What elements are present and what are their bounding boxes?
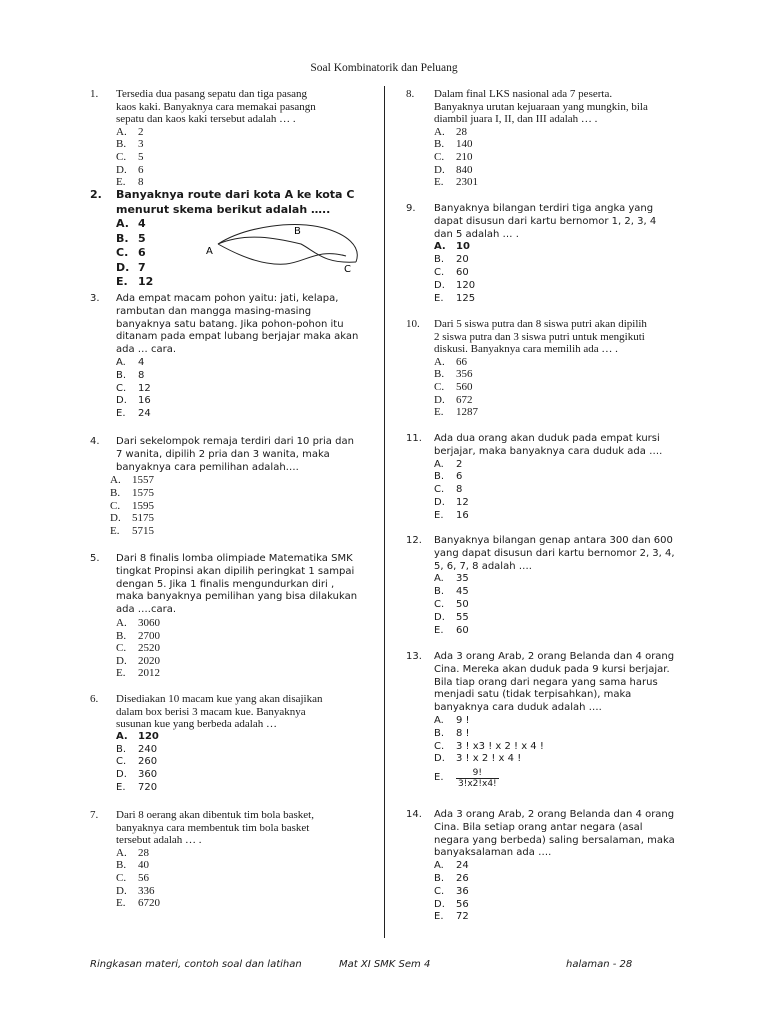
option-d: D. 12 — [434, 496, 469, 508]
option-d: D. 6 — [116, 163, 144, 176]
question-1 — [90, 88, 380, 189]
question-3 — [90, 293, 380, 421]
option-a: A. 9 ! — [434, 714, 470, 726]
point-b-label: B — [294, 226, 301, 237]
option-b: B. 20 — [434, 254, 469, 266]
option-d: D. 56 — [434, 898, 469, 910]
option-a: A. 28 — [116, 846, 149, 859]
option-a: A. 2 — [116, 125, 144, 138]
option-e: E. 12 — [116, 275, 154, 288]
option-d: D. 120 — [434, 279, 476, 291]
option-d: D. 2020 — [116, 654, 160, 667]
question-9 — [406, 203, 706, 305]
question-text: Ada 3 orang Arab, 2 orang Belanda dan 4 orang Cina. Mereka akan duduk pada 9 kursi berjajar. Bila tiap orang dari negara yang sama harus menjadi satu (tidak terpisahkan), maka banyaknya cara duduk adalah …. — [434, 651, 675, 714]
option-b: B. 8 — [116, 369, 145, 381]
option-b: B. 3 — [116, 138, 144, 151]
point-c-label: C — [344, 264, 351, 275]
question-text: Dari 8 finalis lomba olimpiade Matematika SMK tingkat Propinsi akan dipilih peringkat 1 sampai dengan 5. Jika 1 finalis mengundurkan diri , maka banyaknya pemilihan yang bisa dilakukan ada ….cara. — [116, 553, 358, 616]
question-10 — [406, 318, 706, 419]
route-curve-lower — [218, 244, 346, 264]
option-e: E. 2012 — [116, 667, 160, 680]
option-c: C. 36 — [434, 885, 469, 897]
option-b: B. 5 — [116, 231, 146, 245]
option-c: C. 1595 — [110, 499, 154, 512]
option-d: D. 840 — [434, 163, 473, 176]
question-4 — [90, 436, 380, 537]
option-a: A. 35 — [434, 573, 469, 585]
option-e: E. 1287 — [434, 406, 478, 419]
question-number: 1. — [90, 88, 99, 100]
question-8 — [406, 88, 706, 189]
option-a: A. 24 — [434, 860, 469, 872]
route-curve-middle — [218, 237, 356, 262]
option-a: A. 4 — [116, 356, 145, 368]
option-c: C. 56 — [116, 871, 149, 884]
question-number: 5. — [90, 553, 100, 564]
option-c: C. 260 — [116, 756, 158, 768]
question-13 — [406, 651, 706, 789]
question-text: Ada dua orang akan duduk pada empat kursi berjajar, maka banyaknya cara duduk ada …. — [434, 433, 663, 457]
option-d: D. 672 — [434, 393, 473, 406]
column-divider — [384, 86, 385, 938]
option-c: C. 3 ! x3 ! x 2 ! x 4 ! — [434, 740, 544, 752]
question-text: Banyaknya route dari kota A ke kota C menurut skema berikut adalah ….. — [116, 188, 355, 216]
option-b: B. 240 — [116, 743, 158, 755]
option-b: B. 140 — [434, 138, 473, 151]
option-c: C. 2520 — [116, 642, 160, 655]
option-e: E. 16 — [434, 509, 469, 521]
option-e: E. 24 — [116, 408, 151, 420]
option-a: A. 10 — [434, 241, 470, 253]
option-c: C. 12 — [116, 382, 151, 394]
option-e: E. 5715 — [110, 524, 154, 537]
option-e: E. 2301 — [434, 176, 478, 189]
question-text: Dari sekelompok remaja terdiri dari 10 pria dan 7 wanita, dipilih 2 pria dan 3 wanita, maka banyaknya cara pemilihan adalah…. — [116, 436, 354, 473]
question-text: Ada empat macam pohon yaitu: jati, kelapa, rambutan dan mangga masing-masing banyaknya satu batang. Jika pohon-pohon itu ditanam pada empat lubang berjajar maka akan ada … cara. — [116, 293, 359, 356]
option-c: C. 60 — [434, 266, 469, 278]
footer-center: Mat XI SMK Sem 4 — [339, 959, 431, 970]
option-b: B. 1575 — [110, 486, 154, 499]
option-e: E. $\frac{9!}{3!x2!x4!}$ — [434, 768, 497, 790]
option-d: D. 7 — [116, 260, 146, 274]
fraction — [456, 768, 499, 789]
question-number: 11. — [406, 433, 422, 444]
option-c: C. 8 — [434, 484, 463, 496]
option-a: A. 66 — [434, 355, 467, 368]
question-5 — [90, 553, 380, 680]
route-curve-upper — [218, 225, 357, 262]
option-b: B. 2700 — [116, 629, 160, 642]
question-number: 13. — [406, 651, 422, 662]
option-d: D. 3 ! x 2 ! x 4 ! — [434, 753, 522, 765]
option-e: E. 6720 — [116, 897, 160, 910]
option-e: E. 72 — [434, 911, 469, 923]
option-a: A. 120 — [116, 730, 159, 742]
option-d: D. 16 — [116, 395, 151, 407]
question-number: 6. — [90, 693, 99, 705]
option-c: C. 210 — [434, 150, 473, 163]
option-e: E. 125 — [434, 292, 476, 304]
question-14 — [406, 809, 706, 924]
option-a: A. 4 — [116, 217, 146, 230]
option-b: B. 8 ! — [434, 727, 470, 739]
option-e: E. 720 — [116, 781, 158, 793]
option-e: E. 8 — [116, 176, 144, 189]
option-a: A. 2 — [434, 458, 463, 470]
question-number: 2. — [90, 188, 102, 201]
question-7 — [90, 809, 380, 910]
question-6 — [90, 693, 380, 795]
option-d: D. 55 — [434, 611, 469, 623]
option-b: B. 6 — [434, 471, 463, 483]
option-a: A. 1557 — [110, 474, 154, 487]
question-number: 12. — [406, 535, 422, 546]
footer-left: Ringkasan materi, contoh soal dan latihan — [90, 959, 302, 970]
option-d: D. 360 — [116, 769, 158, 781]
option-c: C. 6 — [116, 246, 146, 259]
option-c: C. 5 — [116, 150, 144, 163]
question-number: 10. — [406, 318, 420, 330]
question-number: 9. — [406, 203, 416, 214]
option-b: B. 356 — [434, 368, 473, 381]
route-diagram — [206, 218, 366, 276]
footer-page-number: halaman - 28 — [566, 959, 633, 970]
fraction-numerator: 9! — [456, 768, 499, 779]
question-text: Disediakan 10 macam kue yang akan disajikan dalam box berisi 3 macam kue. Banyaknya susunan kue yang berbeda adalah … — [116, 693, 323, 731]
point-a-label: A — [206, 246, 213, 257]
question-text: Dari 8 oerang akan dibentuk tim bola basket, banyaknya cara membentuk tim bola basket tersebut adalah … . — [116, 809, 314, 847]
option-b: B. 40 — [116, 859, 149, 872]
option-c: C. 50 — [434, 598, 469, 610]
option-a: A. 28 — [434, 125, 467, 138]
option-d: D. 5175 — [110, 512, 154, 525]
option-c: C. 560 — [434, 380, 473, 393]
question-12 — [406, 535, 706, 637]
question-number: 3. — [90, 293, 100, 304]
question-text: Tersedia dua pasang sepatu dan tiga pasang kaos kaki. Banyaknya cara memakai pasangn sepatu dan kaos kaki tersebut adalah … . — [116, 88, 316, 126]
question-11 — [406, 433, 706, 523]
option-e: E. 60 — [434, 624, 469, 636]
question-text: Dalam final LKS nasional ada 7 peserta. Banyaknya urutan kejuaraan yang mungkin, bila diambil juara I, II, dan III adalah … . — [434, 88, 648, 126]
question-text: Ada 3 orang Arab, 2 orang Belanda dan 4 orang Cina. Bila setiap orang antar negara (asal negara yang berbeda) saling bersalaman, maka banyaksalaman ada …. — [434, 809, 675, 859]
question-text: Banyaknya bilangan terdiri tiga angka yang dapat disusun dari kartu bernomor 1, 2, 3, 4 dan 5 adalah … . — [434, 203, 657, 240]
option-d: D. 336 — [116, 884, 155, 897]
option-a: A. 3060 — [116, 616, 160, 629]
page-title: Soal Kombinatorik dan Peluang — [310, 62, 458, 74]
question-text: Dari 5 siswa putra dan 8 siswa putri akan dipilih 2 siswa putra dan 3 siswa putri untuk mengikuti diskusi. Banyaknya cara memilih ada … . — [434, 318, 647, 356]
question-number: 8. — [406, 88, 415, 100]
question-number: 14. — [406, 809, 422, 820]
question-number: 4. — [90, 436, 100, 447]
question-number: 7. — [90, 809, 99, 821]
fraction-denominator: 3!x2!x4! — [458, 779, 497, 790]
option-b: B. 26 — [434, 872, 469, 884]
question-text: Banyaknya bilangan genap antara 300 dan 600 yang dapat disusun dari kartu bernomor 2, 3, 4, 5, 6, 7, 8 adalah …. — [434, 535, 675, 572]
option-b: B. 45 — [434, 586, 469, 598]
